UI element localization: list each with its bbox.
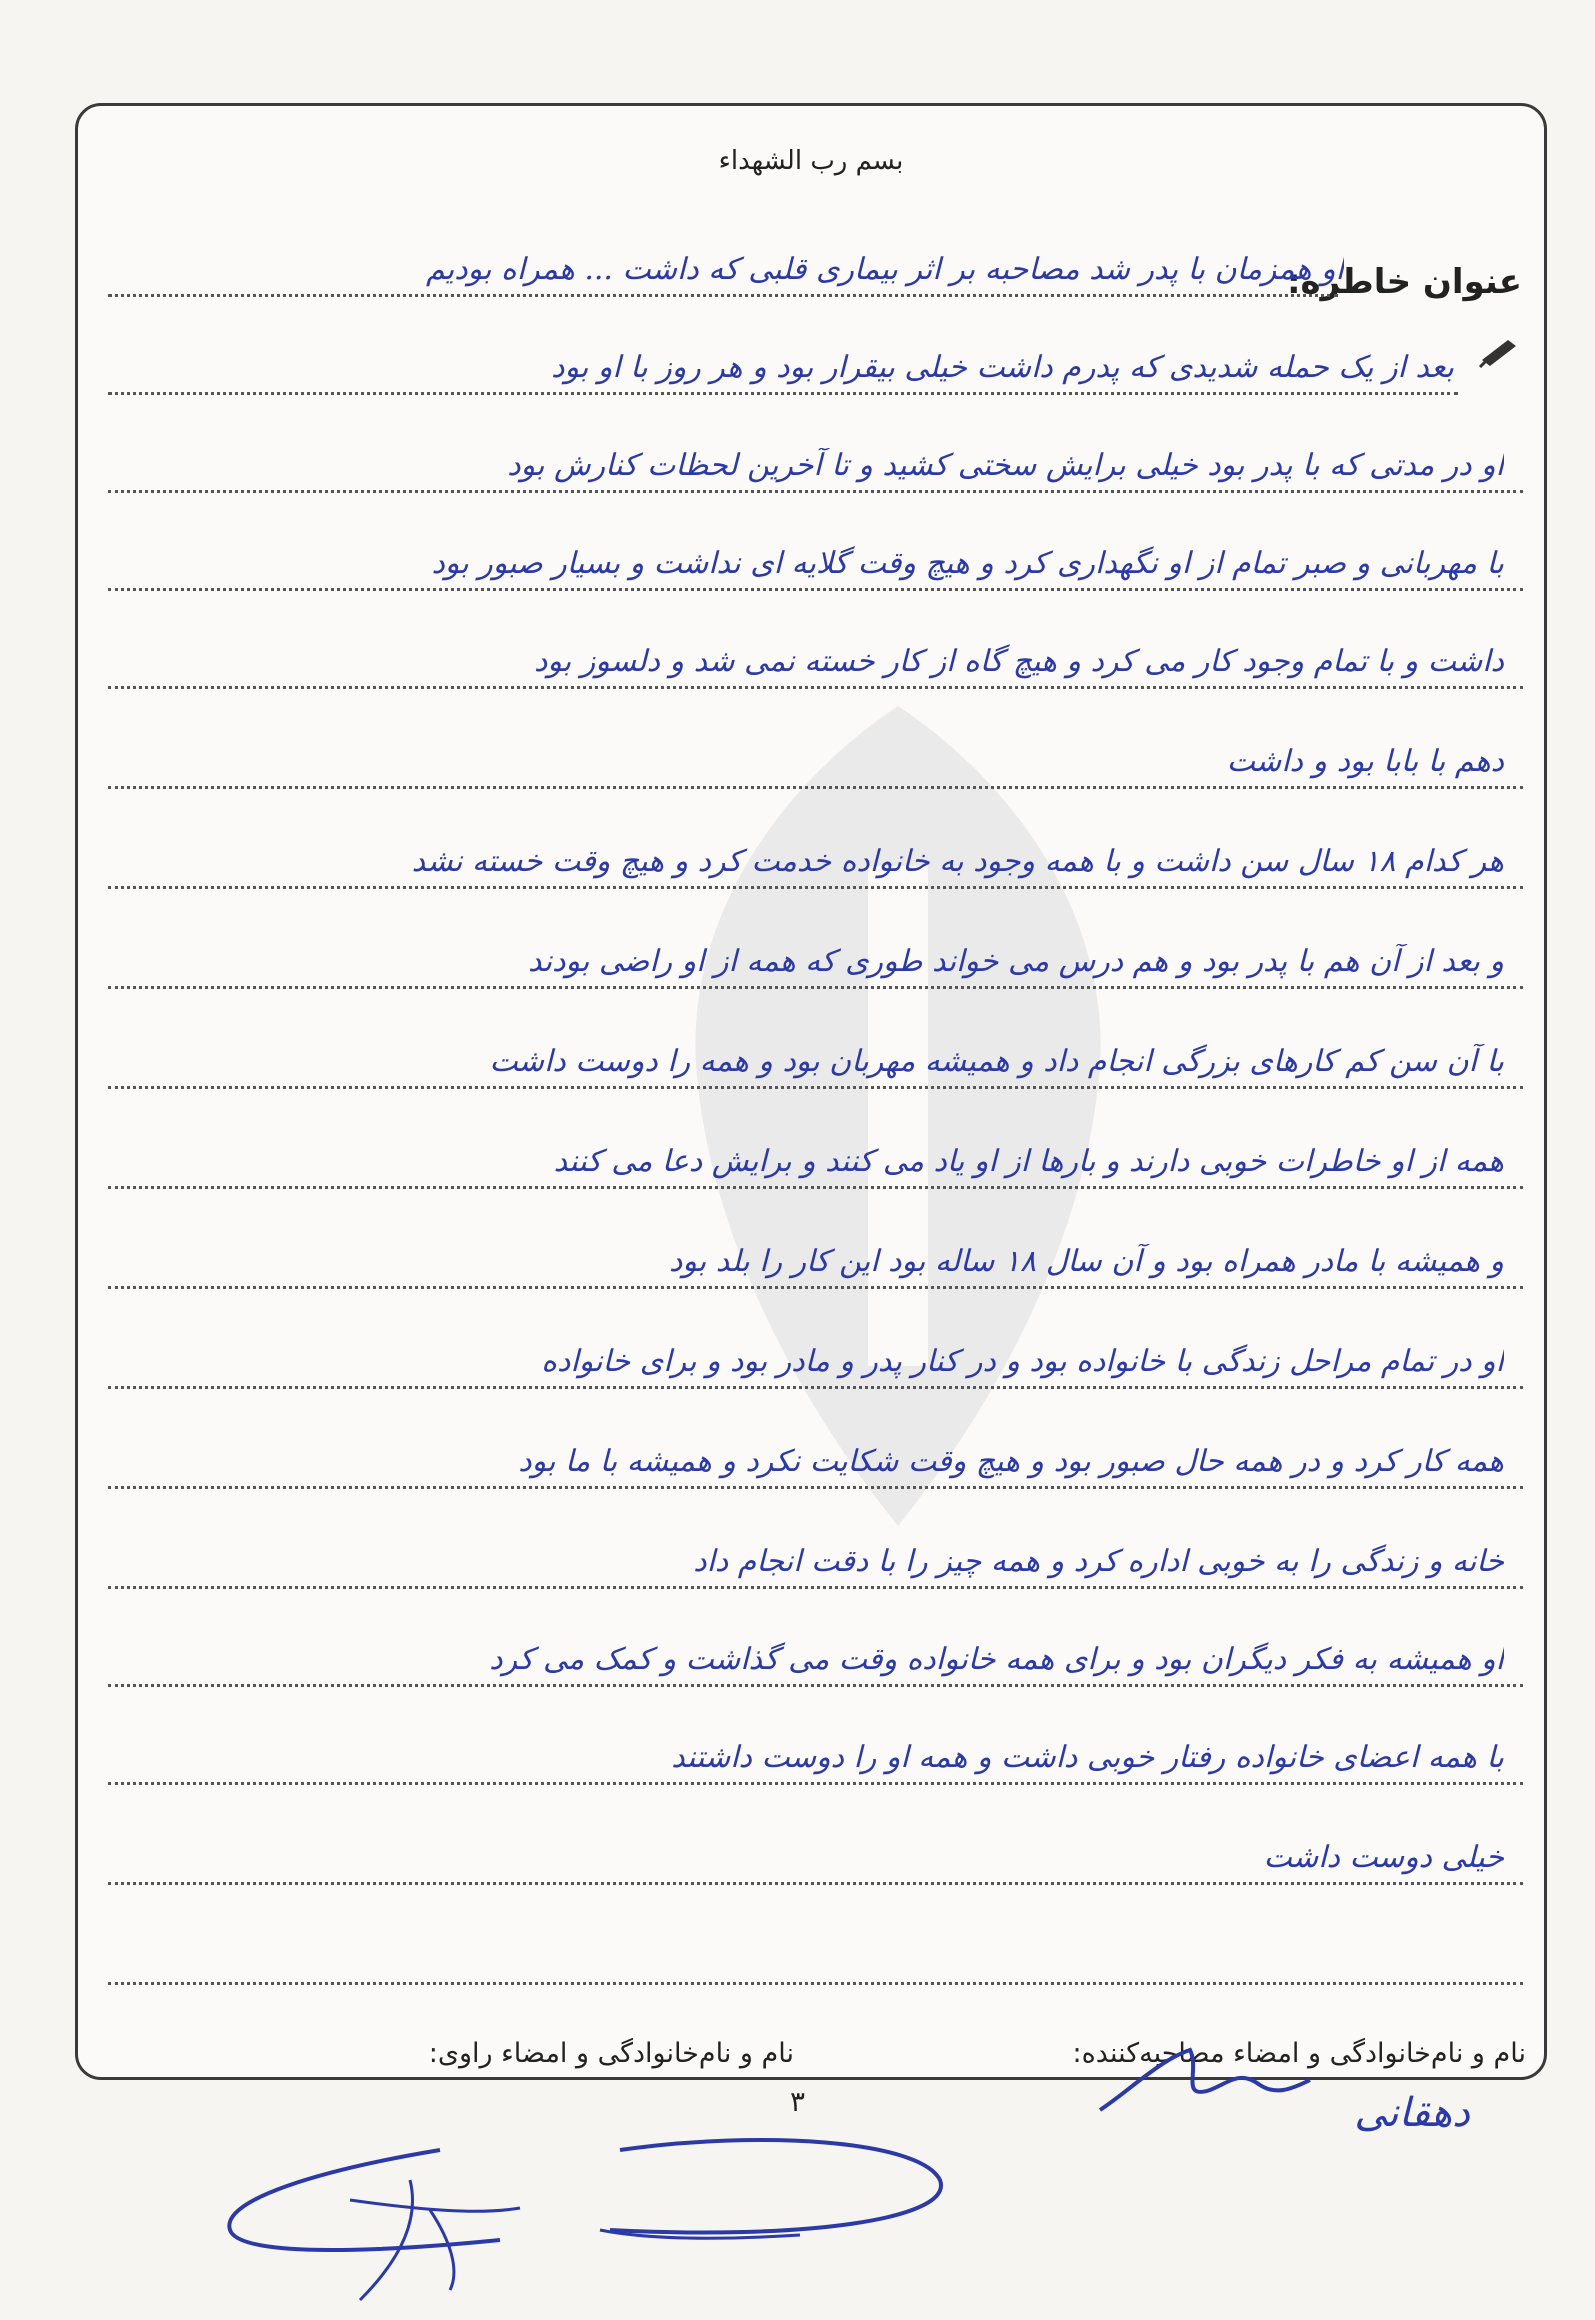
ruled-line bbox=[108, 1586, 1523, 1589]
pen-icon bbox=[1478, 334, 1522, 368]
ruled-line bbox=[108, 1684, 1523, 1687]
interviewer-signature-name: دهقانی bbox=[1354, 2090, 1470, 2136]
ruled-line bbox=[108, 886, 1523, 889]
interviewer-signature-icon bbox=[1090, 2030, 1320, 2130]
ruled-line bbox=[108, 986, 1523, 989]
handwritten-line: او همزمان با پدر شد مصاحبه بر اثر بیماری قلبی که داشت ... همراه بودیم bbox=[425, 252, 1344, 287]
watermark-emblem-icon bbox=[598, 666, 1198, 1566]
handwritten-line: خیلی دوست داشت bbox=[1263, 1840, 1504, 1875]
narrator-signature-label: نام و نام‌خانوادگی و امضاء راوی: bbox=[428, 2038, 794, 2069]
narrator-signature-icon bbox=[200, 2090, 950, 2320]
handwritten-line: داشت و با تمام وجود کار می کرد و هیچ گاه از کار خسته نمی شد و دلسوز بود bbox=[534, 644, 1504, 679]
handwritten-line: خانه و زندگی را به خوبی اداره کرد و همه چیز را با دقت انجام داد bbox=[693, 1544, 1504, 1579]
ruled-line bbox=[108, 1086, 1523, 1089]
handwritten-line: همه کار کرد و در همه حال صبور بود و هیچ وقت شکایت نکرد و همیشه با ما بود bbox=[518, 1444, 1504, 1479]
page-header-bismillah: بسم رب الشهداء bbox=[718, 146, 904, 176]
ruled-line bbox=[108, 1882, 1523, 1885]
ruled-line bbox=[108, 392, 1458, 395]
form-frame bbox=[75, 103, 1547, 2080]
ruled-line bbox=[108, 1486, 1523, 1489]
page-number: ۳ bbox=[790, 2085, 806, 2118]
handwritten-line: و همیشه با مادر همراه بود و آن سال ۱۸ ساله بود این کار را بلد بود bbox=[668, 1244, 1504, 1279]
ruled-line bbox=[108, 1982, 1523, 1985]
ruled-line bbox=[108, 1286, 1523, 1289]
handwritten-line: با همه اعضای خانواده رفتار خوبی داشت و همه او را دوست داشتند bbox=[671, 1740, 1504, 1775]
ruled-line bbox=[108, 1186, 1523, 1189]
handwritten-line: دهم با بابا بود و داشت bbox=[1226, 744, 1504, 779]
handwritten-line: او در مدتی که با پدر بود خیلی برایش سختی کشید و تا آخرین لحظات کنارش بود bbox=[507, 448, 1504, 483]
ruled-line bbox=[108, 294, 1338, 297]
interviewer-signature-label: نام و نام‌خانوادگی و امضاء مصاحبه‌کننده: bbox=[1072, 2038, 1526, 2069]
ruled-line bbox=[108, 786, 1523, 789]
handwritten-line: او در تمام مراحل زندگی با خانواده بود و در کنار پدر و مادر بود و برای خانواده bbox=[541, 1344, 1504, 1379]
handwritten-line: هر کدام ۱۸ سال سن داشت و با همه وجود به خانواده خدمت کرد و هیچ وقت خسته نشد bbox=[411, 844, 1504, 879]
handwritten-line: بعد از یک حمله شدیدی که پدرم داشت خیلی بیقرار بود و هر روز با او بود bbox=[551, 350, 1454, 385]
handwritten-line: با آن سن کم کارهای بزرگی انجام داد و همیشه مهربان بود و همه را دوست داشت bbox=[489, 1044, 1504, 1079]
handwritten-line: او همیشه به فکر دیگران بود و برای همه خانواده وقت می گذاشت و کمک می کرد bbox=[489, 1642, 1504, 1677]
ruled-line bbox=[108, 686, 1523, 689]
ruled-line bbox=[108, 1386, 1523, 1389]
ruled-line bbox=[108, 1782, 1523, 1785]
memory-title-label: عنوان خاطره: bbox=[1286, 262, 1522, 302]
handwritten-line: همه از او خاطرات خوبی دارند و بارها از او یاد می کنند و برایش دعا می کنند bbox=[553, 1144, 1504, 1179]
handwritten-line: با مهربانی و صبر تمام از او نگهداری کرد و هیچ وقت گلایه ای نداشت و بسیار صبور بود bbox=[431, 546, 1504, 581]
ruled-line bbox=[108, 490, 1523, 493]
ruled-line bbox=[108, 588, 1523, 591]
handwritten-line: و بعد از آن هم با پدر بود و هم درس می خواند طوری که همه از او راضی بودند bbox=[528, 944, 1504, 979]
